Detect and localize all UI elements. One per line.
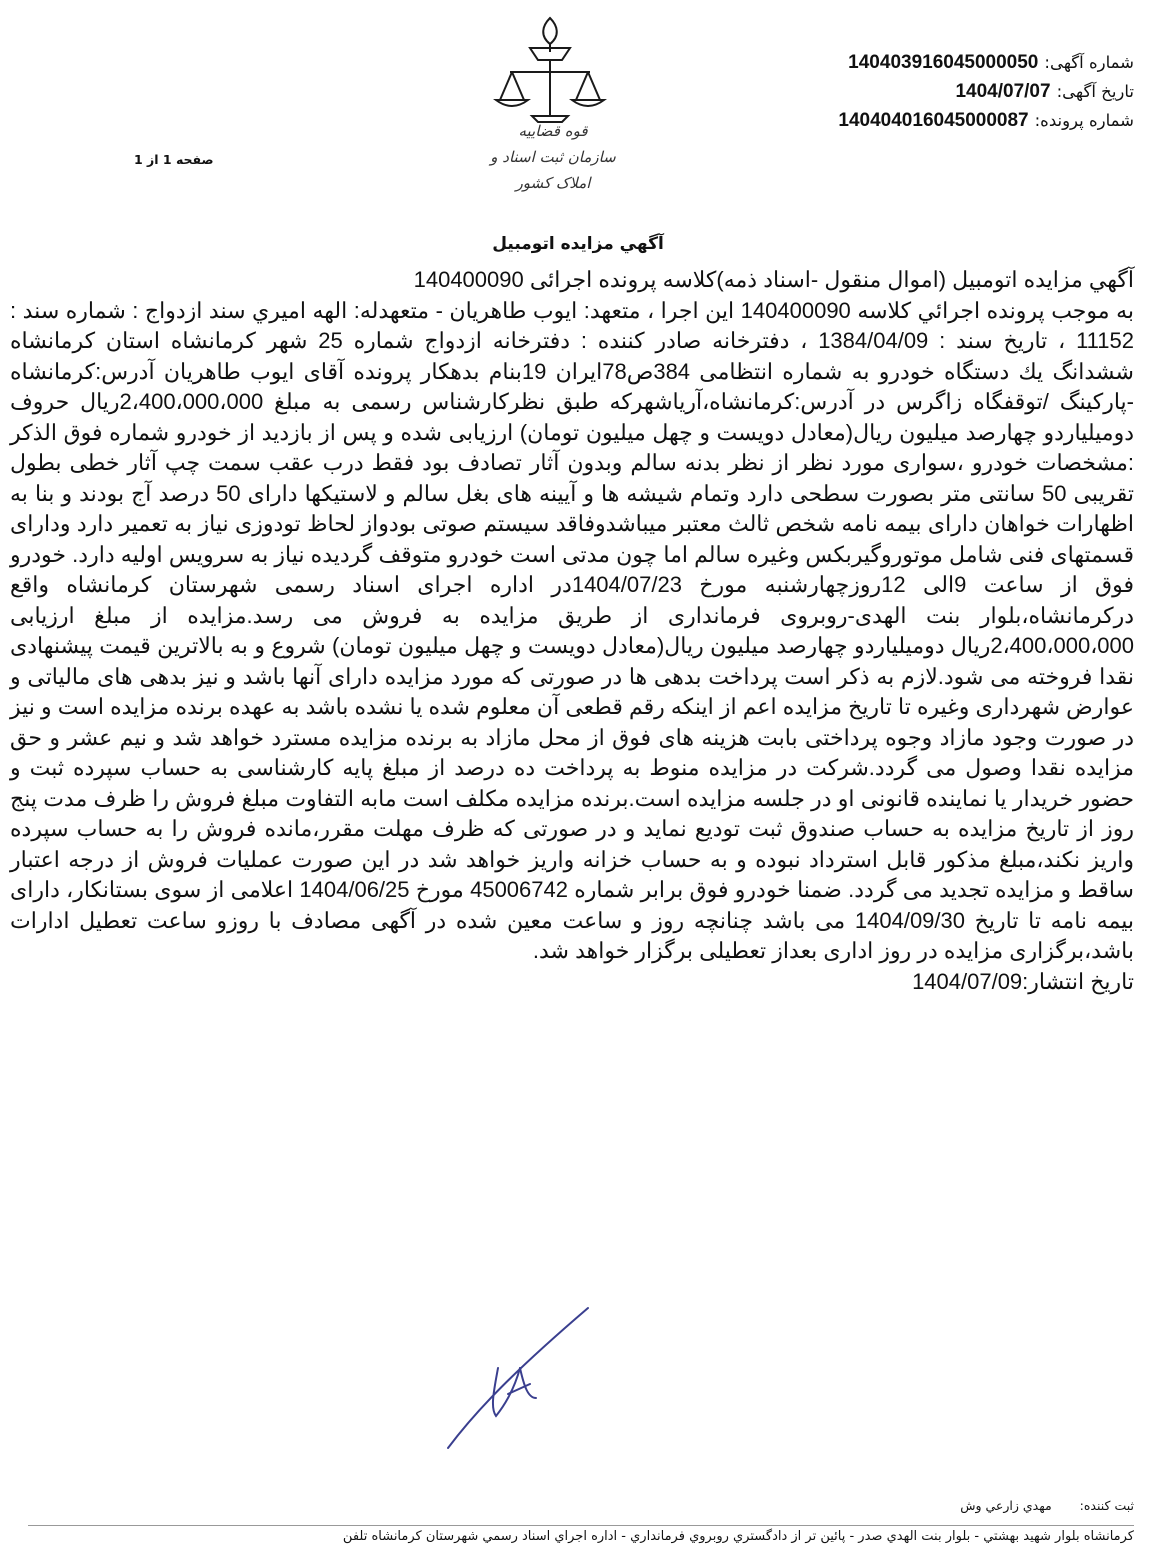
case-number-row (714, 106, 1134, 135)
ad-date-value: 1404/07/07 (955, 81, 1051, 102)
ad-number-value: 14040391604500005​0 (848, 52, 1039, 73)
notice-title: آگهي مزايده اتومبيل (492, 234, 664, 254)
ad-date-label: تاريخ آگهی: (1056, 82, 1134, 101)
case-number-label: شماره پرونده: (1034, 111, 1134, 130)
publish-date-label: تاريخ انتشار: (1022, 968, 1134, 994)
notice-body (10, 265, 1134, 997)
registrar-name: مهدي زارعي وش (960, 1498, 1052, 1513)
registrar-label: ثبت کننده: (1079, 1498, 1134, 1513)
office-address: كرمانشاه بلوار شهيد بهشتي - بلوار بنت الهدي صدر - پائين تر از دادگستري روبروي فرمانداري - اداره اجراي اسناد رسمي شهرستان كرمانشاه تلفن (342, 1529, 1134, 1544)
notice-meta (714, 48, 1134, 135)
notice-paragraph: به موجب پرونده اجرائي كلاسه 140400090 اين اجرا ، متعهد: ايوب طاهريان - متعهدله: الهه اميري سند ازدواج : شماره سند : 11152 ، تاريخ سند : 1384/04/09 ، دفترخانه صادر كننده : دفترخانه ازدواج شماره 25 شهر كرمانشاه استان كرمانشاه ششدانگ يك دستگاه خودرو به شماره انتظامی 384ص78ايران 19بنام بدهکار پرونده آقای ایوب طاهریان آدرس:کرمانشاه -پارکینگ /توقفگاه زاگرس در آدرس:کرمانشاه،آریاشهرکه طبق نظرکارشناس رسمی به مبلغ 2،400،000،000ریال حروف دومیلیاردو چهارصد میلیون ریال(معادل دویست و چهل میلیون تومان) ارزیابی شده و پس از بازدید از خودرو شماره فوق الذکر :مشخصات خودرو ،سواری مورد نظر از نظر بدنه سالم وبدون آثار تصادف بود فقط درب عقب سمت چپ آثار خطی بطول تقریبی 50 سانتی متر بصورت سطحی دارد وتمام شیشه ها و آیینه های بغل سالم و لاستیکها دارای 50 درصد آج بودند و بنا به اظهارات خواهان دارای بیمه نامه شخص ثالث معتبر میباشدوفاقد سیستم صوتی بودواز لحاظ تودوزی نیاز به تعمیر دارد ودارای قسمتهای فنی شامل موتوروگیربکس وغیره سالم اما چون مدتی است خودرو متوقف گردیده نیاز به سرویس اولیه دارد. خودرو فوق از ساعت 9الی 12روزچهارشنبه مورخ 1404/07/23در اداره اجرای اسناد رسمی شهرستان کرمانشاه واقع درکرمانشاه،بلوار بنت الهدی-روبروی فرمانداری از طریق مزایده به فروش می رسد.مزایده از مبلغ ارزیابی 2،400،000،000ریال دومیلیاردو چهارصد میلیون ریال(معادل دویست و چهل میلیون تومان) شروع و به بالاترین قیمت پیشنهادی نقدا فروخته می شود.لازم به ذکر است پرداخت بدهی ها در صورتی که مورد مزایده دارای آنها باشد و نیز بدهی های مالیاتی و عوارض شهرداری وغیره تا تاریخ مزایده اعم از اینکه رقم قطعی آن معلوم شده یا نشده باشد به عهده برنده مزایده است و نیز در صورت وجود مازاد وجوه پرداختی بابت هزینه های فوق از محل مازاد به برنده مزایده مسترد خواهد شد و نیم عشر و حق مزایده نقدا وصول می گردد.شرکت در مزایده منوط به پرداخت ده درصد از مبلغ پایه کارشناسی به حساب سپرده ثبت و حضور خریدار یا نماینده قانونی او در جلسه مزایده است.برنده مزایده مکلف است مابه التفاوت مبلغ فروش را ظرف مدت پنج روز از تاریخ مزایده به حساب صندوق ثبت تودیع نماید و در صورتی که ظرف مهلت مقرر،مانده فروش را به حساب سپرده واریز نکند،مبلغ مذکور قابل استرداد نبوده و به حساب خزانه واریز خواهد شد در این صورت عملیات فروش از درجه اعتبار ساقط و مزایده تجدید می گردد. ضمنا خودرو فوق برابر شماره 45006742 مورخ 1404/06/25 اعلامی از سوی بستانکار، دارای بیمه نامه تا تاریخ 1404/09/30 می باشد چنانچه روز و ساعت معین شده در آگهی مصادف با روزو ساعت تعطیل ادارات باشد،برگزاری مزایده در روز اداری بعداز تعطیلی برگزار خواهد شد. (10, 297, 1135, 963)
ad-date-row (714, 77, 1134, 106)
publish-date-value: 1404/07/09 (912, 968, 1023, 994)
registrar-row (960, 1498, 1134, 1513)
ad-number-label: شماره آگهی: (1044, 53, 1134, 72)
page-number: صفحه 1 از 1 (134, 152, 214, 167)
signature (438, 1298, 598, 1458)
footer-divider (28, 1525, 1134, 1526)
emblem-caption: قوه قضاییه سازمان ثبت اسناد و املاک کشور (490, 122, 616, 192)
publish-date-row (10, 967, 1134, 998)
case-number-value: 140404016045000087 (838, 110, 1029, 131)
notice-heading-line: آگهي مزايده اتومبيل (اموال منقول -اسناد ذمه)كلاسه پرونده اجرائی 140400090 (413, 267, 1134, 292)
ad-number-row (714, 48, 1134, 77)
